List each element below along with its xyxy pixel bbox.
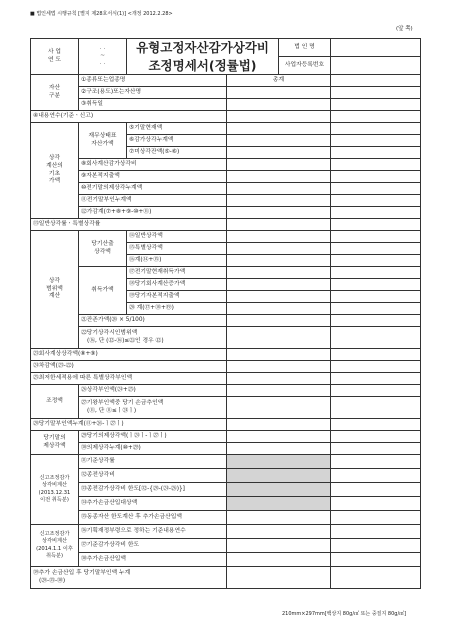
basis-r10-field[interactable] [331, 183, 421, 195]
basis-r6-label: ⑥감가상각누계액 [127, 135, 227, 147]
acquisition-date-label: ③취득일 [79, 99, 227, 111]
calc-r22-total[interactable] [227, 327, 331, 349]
basis-r11-label: ⑪전기말부인누계액 [79, 195, 227, 207]
adjustment-label: 조정액 [31, 385, 79, 419]
useful-life-total[interactable] [227, 111, 331, 123]
r24-label: ㉔차감액(㉓-㉒) [31, 361, 227, 373]
form-title: 유형고정자산감가상각비 조정명세서(정률법) [127, 39, 279, 75]
biz-no-field[interactable] [331, 57, 421, 75]
basis-group-label: 상각 계산의 기초 가액 [31, 123, 79, 219]
calc-r18-field[interactable] [331, 279, 421, 291]
page-side-label: (앞 쪽) [396, 26, 413, 32]
new-r37-label: ㊲기준감가상각비 한도 [79, 539, 227, 553]
calc-r20-field[interactable] [331, 303, 421, 315]
new-r36-total[interactable] [227, 525, 331, 539]
basis-r8-total[interactable] [227, 159, 331, 171]
calc-r20-total[interactable] [227, 303, 331, 315]
old-r32-label: ㉜종전상각비 [79, 469, 227, 483]
r28-field[interactable] [331, 419, 421, 431]
old-r32-shaded [227, 469, 331, 483]
asset-group-label: 자산 구분 [31, 75, 79, 111]
adj-r26-label: ㉖상각부인액(㉔+㉕) [79, 385, 227, 397]
old-r31-field[interactable] [331, 455, 421, 469]
acquisition-cost-label: 취득가액 [79, 267, 127, 315]
calc-r19-total[interactable] [227, 291, 331, 303]
biz-no-label: 사업자등록번호 [279, 57, 331, 75]
r39-total[interactable] [227, 567, 331, 589]
basis-r6-field[interactable] [331, 135, 421, 147]
r23-total[interactable] [227, 349, 331, 361]
old-r35-total[interactable] [227, 511, 331, 525]
period-label: 사 업 연 도 [31, 39, 79, 75]
calc-r22-field[interactable] [331, 327, 421, 349]
old-r34-shaded [227, 497, 331, 511]
calc-r14-total[interactable] [227, 231, 331, 243]
basis-r7-field[interactable] [331, 147, 421, 159]
basis-r9-label: ⑨자본적지출액 [79, 171, 227, 183]
calc-r21-total[interactable] [227, 315, 331, 327]
r28-label: ㉘당기말부인액누계(⑪+㉖-ㅣ㉗ㅣ) [31, 419, 227, 431]
basis-r8-label: ⑧회사계산감가상각비 [79, 159, 227, 171]
form-header: ■ 법인세법 시행규칙 [별지 제28호서식(1)] <개정 2012.2.28> [30, 11, 173, 17]
rate-field[interactable] [331, 219, 421, 231]
basis-r11-field[interactable] [331, 195, 421, 207]
r25-label: ㉕최저한세적용에 따른 특별상각부인액 [31, 373, 227, 385]
calc-r21-field[interactable] [331, 315, 421, 327]
corp-name-label: 법 인 명 [279, 39, 331, 57]
calc-r15-field[interactable] [331, 243, 421, 255]
basis-r6-total[interactable] [227, 135, 331, 147]
calc-r17-field[interactable] [331, 267, 421, 279]
calc-r16-field[interactable] [331, 255, 421, 267]
depreciation-form-table [30, 38, 421, 589]
new-r38-label: ㊳추가손금산입액 [79, 553, 227, 567]
calc-r20-label: ⑳ 계(⑰+⑱+⑲) [127, 303, 227, 315]
basis-r12-field[interactable] [331, 207, 421, 219]
r25-field[interactable] [331, 373, 421, 385]
old-r35-field[interactable] [331, 511, 421, 525]
asset-structure-total[interactable] [227, 87, 331, 99]
asset-structure-label: ②구조(용도)또는자산명 [79, 87, 227, 99]
deemed-r30-total[interactable] [227, 443, 331, 455]
calc-group-label: 상각 범위액 계산 [31, 231, 79, 349]
asset-type-label: ①종류또는업종명 [79, 75, 227, 87]
old-r34-field[interactable] [331, 497, 421, 511]
r24-field[interactable] [331, 361, 421, 373]
new-assets-label: 신고조정감가 상각비계산 (2014.1.1 이후 취득분) [31, 525, 79, 567]
calc-r16-total[interactable] [227, 255, 331, 267]
r23-label: ㉓회사계상상각액(⑧+⑨) [31, 349, 227, 361]
old-r34-label: ㉞추가손금산입대상액 [79, 497, 227, 511]
basis-r9-total[interactable] [227, 171, 331, 183]
deemed-r29-total[interactable] [227, 431, 331, 443]
basis-r8-field[interactable] [331, 159, 421, 171]
calc-r17-total[interactable] [227, 267, 331, 279]
basis-r7-label: ⑦미상각잔액(⑤-⑥) [127, 147, 227, 159]
r39-label: ㊴추가 손금산입 후 당기말부인액 누계 (㉘-㉟-㊳) [31, 567, 227, 589]
calc-r22-label: ㉒당기상각시인범위액 (⑯, 단 (⑫-⑯)≤㉑인 경우 ⑫) [79, 327, 227, 349]
old-r31-shaded [227, 455, 331, 469]
r23-field[interactable] [331, 349, 421, 361]
new-r36-label: ㊱기획재정부령으로 정하는 기준내용연수 [79, 525, 227, 539]
new-r36-field[interactable] [331, 525, 421, 539]
basis-r5-field[interactable] [331, 123, 421, 135]
calc-r19-label: ⑲당기자본적지출액 [127, 291, 227, 303]
rate-label: ⑬일반상각률ㆍ특별상각률 [31, 219, 227, 231]
r24-total[interactable] [227, 361, 331, 373]
adj-r26-total[interactable] [227, 385, 331, 397]
r25-total[interactable] [227, 373, 331, 385]
old-r31-label: ㉛기준상각률 [79, 455, 227, 469]
calc-r21-label: ㉑잔존가액(⑳ × 5/100) [79, 315, 227, 327]
old-r33-shaded [227, 483, 331, 497]
r28-total[interactable] [227, 419, 331, 431]
current-depreciation-label: 당기산출 상각액 [79, 231, 127, 267]
old-assets-label: 신고조정감가 상각비계산 (2013.12.31 이전 취득분) [31, 455, 79, 525]
acquisition-date-total[interactable] [227, 99, 331, 111]
basis-r5-total[interactable] [227, 123, 331, 135]
calc-r18-label: ⑱당기회사계산증가액 [127, 279, 227, 291]
basis-r10-label: ⑩전기말의제상각누계액 [79, 183, 227, 195]
calc-r14-field[interactable] [331, 231, 421, 243]
paper-size-note: 210mm×297mm[백상지 80g/㎡ 또는 중질지 80g/㎡] [282, 611, 407, 617]
new-r38-total[interactable] [227, 553, 331, 567]
adj-r27-field[interactable] [331, 397, 421, 419]
corp-name-field[interactable] [331, 39, 421, 57]
rate-total[interactable] [227, 219, 331, 231]
acquisition-date-field[interactable] [331, 99, 421, 111]
asset-structure-field[interactable] [331, 87, 421, 99]
old-r35-label: ㉟동종자산 한도계산 후 추가손금산입액 [79, 511, 227, 525]
basis-r10-total[interactable] [227, 183, 331, 195]
asset-type-field[interactable] [331, 75, 421, 87]
new-r38-field[interactable] [331, 553, 421, 567]
useful-life-label: ④내용연수(기준ㆍ신고) [31, 111, 227, 123]
adj-r27-label: ㉗기왕부인액중 당기 손금추인액 (⑪, 단 ⑪≤ㅣ㉔ㅣ) [79, 397, 227, 419]
basis-r5-label: ⑤기말현재액 [127, 123, 227, 135]
basis-r12-total[interactable] [227, 207, 331, 219]
calc-r16-label: ⑯계(⑭+⑮) [127, 255, 227, 267]
deemed-r30-label: ㉚의제상각누계(⑩+㉙) [79, 443, 227, 455]
old-r33-field[interactable] [331, 483, 421, 497]
total-label: 총계 [227, 75, 331, 87]
basis-r7-total[interactable] [227, 147, 331, 159]
old-r32-field[interactable] [331, 469, 421, 483]
calc-r14-label: ⑭일반상각액 [127, 231, 227, 243]
period-dates[interactable]: . . ~ . . [79, 39, 127, 75]
calc-r18-total[interactable] [227, 279, 331, 291]
r39-field[interactable] [331, 567, 421, 589]
new-r37-field[interactable] [331, 539, 421, 553]
deemed-r29-label: ㉙당기의제상각액(ㅣ㉔ㅣ-ㅣ㉗ㅣ) [79, 431, 227, 443]
calc-r17-label: ⑰전기말현재취득가액 [127, 267, 227, 279]
basis-r12-label: ⑫가감계(⑦+⑧+⑨-⑩+⑪) [79, 207, 227, 219]
book-value-label: 재무상태표 자산가액 [79, 123, 127, 159]
adj-r27-total[interactable] [227, 397, 331, 419]
useful-life-field[interactable] [331, 111, 421, 123]
old-r33-label: ㉝종전감가상각비 한도[㉜-{㉘-(㉔-㉖)}] [79, 483, 227, 497]
deemed-r29-field[interactable] [331, 431, 421, 443]
calc-r19-field[interactable] [331, 291, 421, 303]
deemed-r30-field[interactable] [331, 443, 421, 455]
basis-r9-field[interactable] [331, 171, 421, 183]
deemed-depreciation-label: 당기말의 제상각액 [31, 431, 79, 455]
basis-r11-total[interactable] [227, 195, 331, 207]
calc-r15-label: ⑮특별상각액 [127, 243, 227, 255]
new-r37-total[interactable] [227, 539, 331, 553]
adj-r26-field[interactable] [331, 385, 421, 397]
calc-r15-total[interactable] [227, 243, 331, 255]
